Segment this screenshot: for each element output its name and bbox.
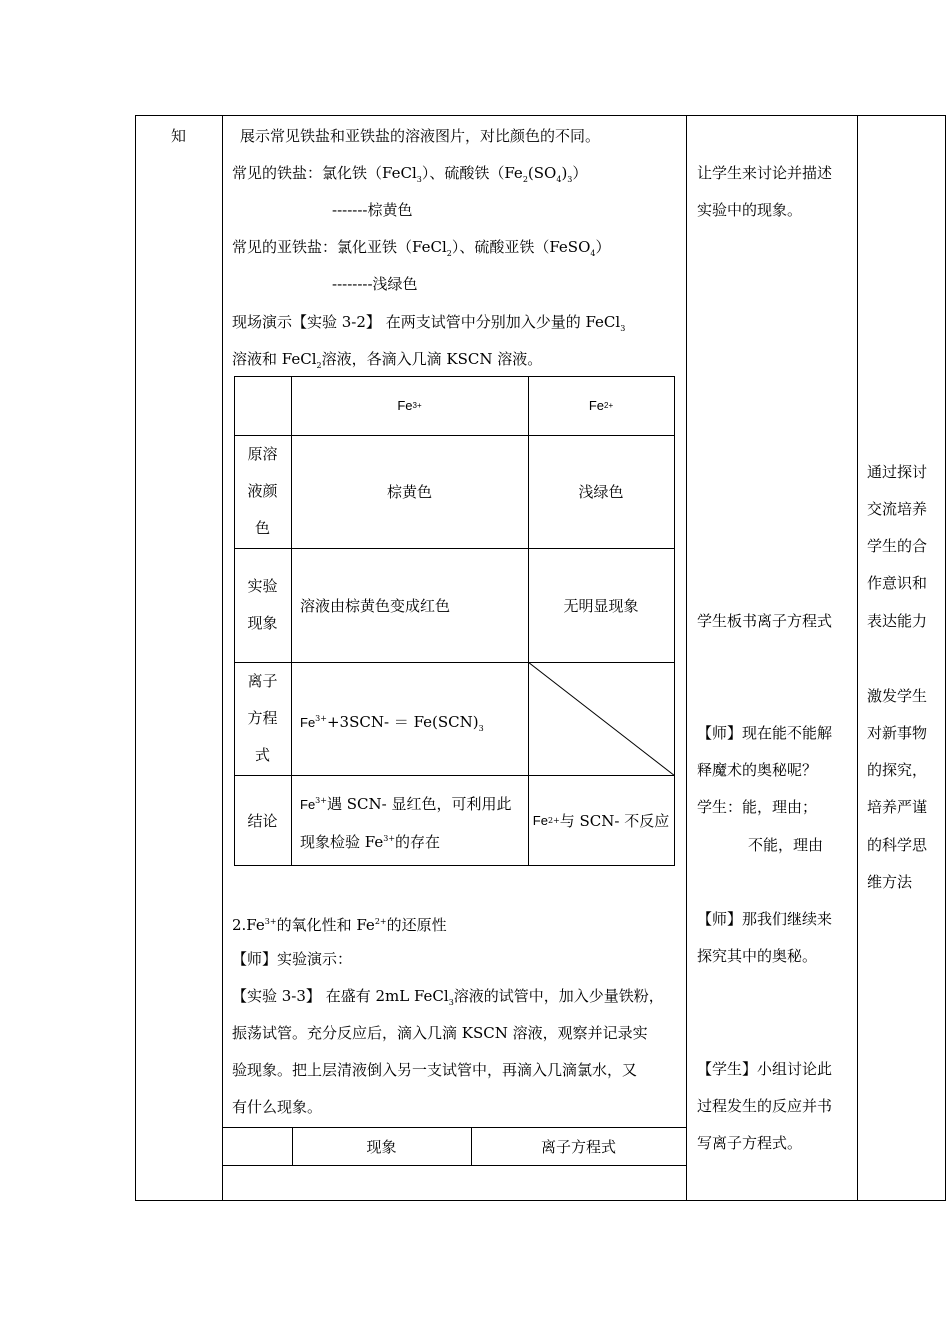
- demo-line-1: [232, 312, 625, 339]
- demo-line-2-text-b: 溶液，各滴入几滴 KSCN 溶液。: [321, 350, 543, 368]
- intro-text: 展示常见铁盐和亚铁盐的溶液图片，对比颜色的不同。: [240, 127, 601, 145]
- conclusion-text: 的存在: [395, 833, 441, 851]
- row-label-line: 色: [254, 519, 270, 537]
- fe3-equation: [300, 709, 484, 739]
- intent-text: 表达能力: [867, 612, 928, 630]
- intent-text: 交流培养: [867, 500, 928, 518]
- equation-text: +3SCN- ＝ Fe(SCN): [326, 713, 479, 731]
- sub: 4: [590, 249, 596, 258]
- fe-symbol: Fe: [532, 812, 548, 828]
- activity-text: 学生板书离子方程式: [697, 612, 833, 630]
- intent-text: 作意识和: [867, 574, 928, 592]
- sub: 2: [522, 175, 528, 184]
- row-label-equation: [234, 662, 291, 775]
- sup: 3+: [315, 796, 327, 805]
- sub: 3: [478, 724, 484, 733]
- experiment-3-3-line-3: 验现象。把上层清液倒入另一支试管中，再滴入几滴氯水，又: [232, 1061, 638, 1079]
- activity-text: 不能，理由: [748, 836, 824, 854]
- sup: 2+: [374, 917, 387, 926]
- row-label-line: 现象: [247, 614, 278, 632]
- demo-line-2: [232, 349, 542, 376]
- diagonal-line: [528, 662, 675, 776]
- ferrous-salts-mid: ）、硫酸亚铁（FeSO: [451, 238, 591, 256]
- sub: 2: [446, 249, 452, 258]
- intent-text: 学生的合: [867, 537, 928, 555]
- fe3-phenomenon: 溶液由棕黄色变成红色: [300, 597, 451, 615]
- intent-text: 培养严谨: [867, 798, 928, 816]
- column-label: 知: [171, 127, 187, 145]
- sub: 4: [556, 175, 562, 184]
- row-label-line: 式: [254, 746, 270, 764]
- fe3-conclusion-line-2: [300, 829, 440, 852]
- sup: 3+: [315, 714, 327, 723]
- ferric-color-line: -------棕黄色: [332, 201, 413, 219]
- ferric-salts-end: ）: [572, 164, 588, 182]
- intent-text: 的科学思: [867, 836, 928, 854]
- intent-text: 的探究，: [867, 761, 928, 779]
- activity-text: 【学生】小组讨论此: [697, 1060, 833, 1078]
- fe2-phenomenon: 无明显现象: [563, 596, 639, 615]
- ferrous-salts-prefix: 常见的亚铁盐：氯化亚铁（FeCl: [232, 238, 447, 256]
- ferrous-salts-line: [232, 237, 611, 264]
- demo-line-2-text-a: 溶液和 FeCl: [232, 350, 317, 368]
- conclusion-text: 与 SCN- 不反应: [559, 811, 670, 830]
- section-2-title: [232, 912, 447, 935]
- row-label-line: 方程: [247, 709, 278, 727]
- row-label-phenomenon: [234, 548, 291, 662]
- activity-text: 探究其中的奥秘。: [697, 947, 818, 965]
- fe3-conclusion-line-1: [300, 791, 511, 815]
- header-fe3: [291, 376, 528, 435]
- intent-text: 通过探讨: [867, 463, 928, 481]
- row-label-line: 液颜: [247, 482, 278, 500]
- activity-text: 【师】那我们继续来: [697, 910, 833, 928]
- fe-symbol: Fe: [300, 797, 316, 812]
- experiment-3-3-line-2: 振荡试管。充分反应后，滴入几滴 KSCN 溶液，观察并记录实: [232, 1024, 648, 1042]
- fe2-conclusion: [528, 775, 674, 865]
- sub: 2: [316, 361, 322, 370]
- sub: 3: [448, 998, 454, 1007]
- experiment-3-3-line-1: [232, 986, 664, 1013]
- ferric-salts-mid3: ): [561, 164, 568, 182]
- intent-text: 激发学生: [867, 687, 928, 705]
- fe3-original-color: 棕黄色: [386, 483, 432, 501]
- activity-text: 【师】现在能不能解: [697, 724, 833, 742]
- activity-text: 学生：能，理由；: [697, 798, 818, 816]
- ferrous-salts-end: ）: [595, 238, 611, 256]
- fe2-original-color: 浅绿色: [578, 483, 624, 501]
- section-2-text: 的氧化性和 Fe: [276, 916, 375, 934]
- row-label-line: 实验: [247, 577, 278, 595]
- header-fe2-text: Fe: [588, 398, 605, 413]
- ferric-salts-prefix: 常见的铁盐：氯化铁（FeCl: [232, 164, 417, 182]
- section-2-text: 2.Fe: [232, 916, 265, 934]
- row-label-original-color: [234, 435, 291, 548]
- ferrous-color-line: --------浅绿色: [332, 275, 418, 293]
- experiment-text: 【实验 3-3】 在盛有 2mL FeCl: [232, 987, 449, 1005]
- row-label-conclusion: 结论: [247, 811, 278, 830]
- activity-text: 实验中的现象。: [697, 201, 803, 219]
- conclusion-text: 现象检验 Fe: [300, 833, 384, 851]
- section-2-text: 的还原性: [386, 916, 447, 934]
- ferric-salts-line: [232, 163, 587, 190]
- sup: 3+: [383, 834, 396, 843]
- intent-text: 对新事物: [867, 724, 928, 742]
- sup: 2+: [604, 401, 614, 410]
- experiment-3-3-line-4: 有什么现象。: [232, 1098, 323, 1116]
- activity-text: 让学生来讨论并描述: [697, 164, 833, 182]
- table2-header-phenomenon: 现象: [366, 1137, 397, 1156]
- header-fe2: [528, 376, 674, 435]
- teacher-demo: 【师】实验演示：: [232, 950, 353, 968]
- sup: 3+: [264, 917, 277, 926]
- header-fe3-text: Fe: [397, 398, 413, 413]
- activity-text: 写离子方程式。: [697, 1134, 803, 1152]
- conclusion-text: 遇 SCN- 显红色，可利用此: [326, 795, 512, 813]
- row-label-line: 离子: [247, 672, 278, 690]
- sup: 3+: [412, 401, 422, 410]
- sub: 3: [416, 175, 422, 184]
- ferric-salts-mid2: (SO: [527, 164, 557, 182]
- ferric-salts-mid: ）、硫酸铁（Fe: [421, 164, 523, 182]
- activity-text: 过程发生的反应并书: [697, 1097, 833, 1115]
- demo-line-1-text: 现场演示【实验 3-2】 在两支试管中分别加入少量的 FeCl: [232, 313, 621, 331]
- intent-text: 维方法: [867, 873, 913, 891]
- row-label-line: 原溶: [247, 445, 278, 463]
- table2-header-equation: 离子方程式: [540, 1137, 616, 1156]
- sub: 3: [567, 175, 573, 184]
- sub: 3: [620, 324, 626, 333]
- experiment-text: 溶液的试管中，加入少量铁粉，: [453, 987, 664, 1005]
- fe-symbol: Fe: [300, 715, 316, 730]
- sup: 2+: [547, 815, 560, 825]
- activity-text: 释魔术的奥秘呢？: [697, 761, 818, 779]
